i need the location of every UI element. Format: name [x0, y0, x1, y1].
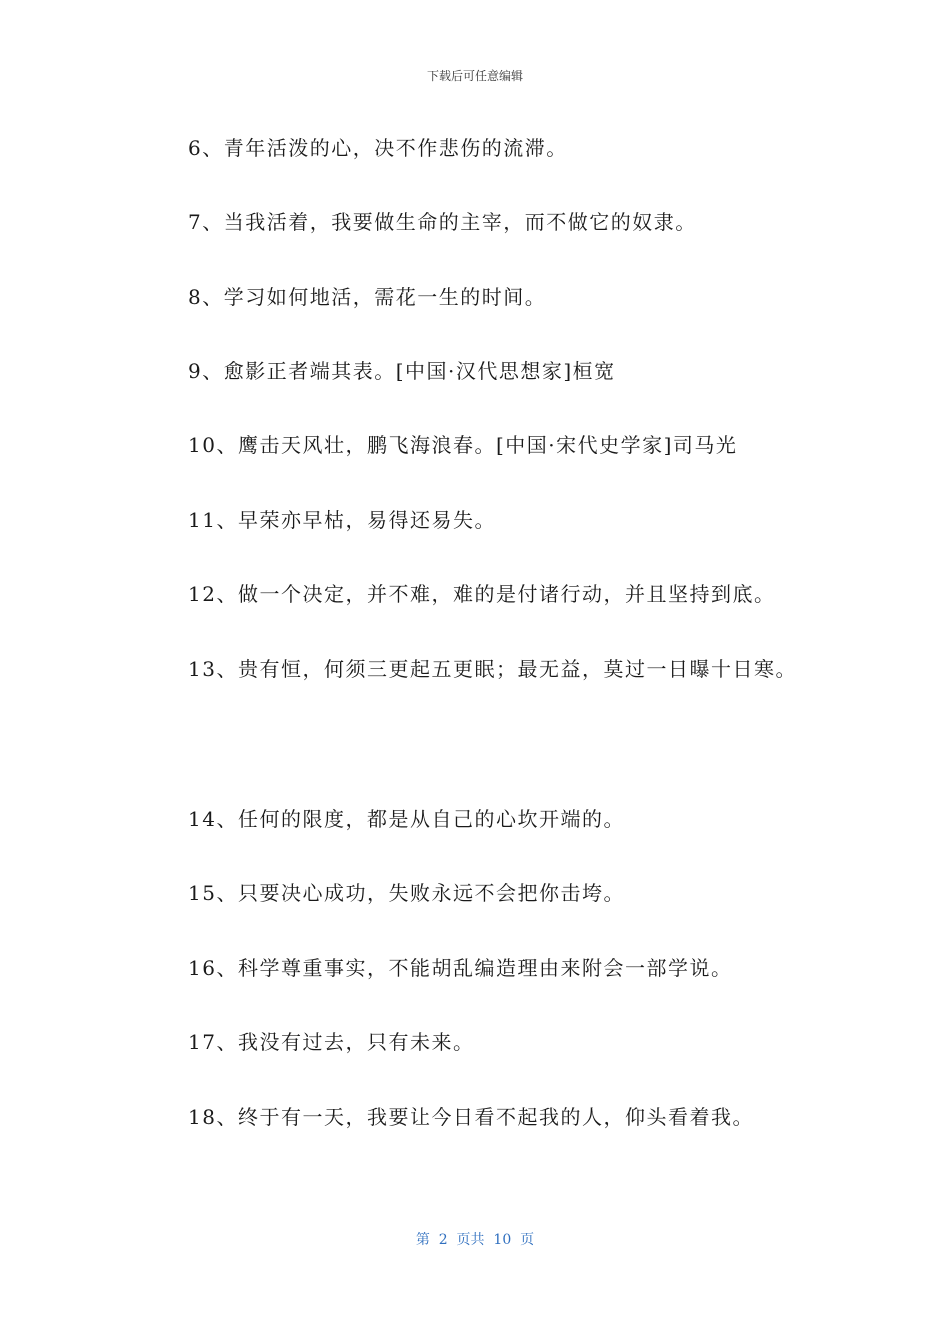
- quote-item: 18、终于有一天，我要让今日看不起我的人，仰头看着我。: [188, 1105, 754, 1129]
- quote-item: 10、鹰击天风壮，鹏飞海浪春。[中国·宋代史学家]司马光: [188, 433, 738, 457]
- quote-item: 13、贵有恒，何须三更起五更眠；最无益，莫过一日曝十日寒。: [188, 657, 797, 681]
- quote-item: 15、只要决心成功，失败永远不会把你击垮。: [188, 881, 625, 905]
- quote-item: 9、愈影正者端其表。[中国·汉代思想家]桓宽: [188, 359, 616, 383]
- quote-item: 11、早荣亦早枯，易得还易失。: [188, 508, 496, 532]
- page-number-footer: 第 2 页共 10 页: [415, 1232, 535, 1248]
- page-header: 下载后可任意编辑: [426, 69, 523, 83]
- quote-item: 6、青年活泼的心，决不作悲伤的流滞。: [188, 136, 568, 160]
- quote-item: 16、科学尊重事实，不能胡乱编造理由来附会一部学说。: [188, 956, 733, 980]
- quote-item: 14、任何的限度，都是从自己的心坎开端的。: [188, 807, 625, 831]
- quote-item: 12、做一个决定，并不难，难的是付诸行动，并且坚持到底。: [188, 582, 776, 606]
- quote-item: 7、当我活着，我要做生命的主宰，而不做它的奴隶。: [188, 210, 697, 234]
- quote-item: 17、我没有过去，只有未来。: [188, 1030, 475, 1054]
- quote-item: 8、学习如何地活，需花一生的时间。: [188, 285, 547, 309]
